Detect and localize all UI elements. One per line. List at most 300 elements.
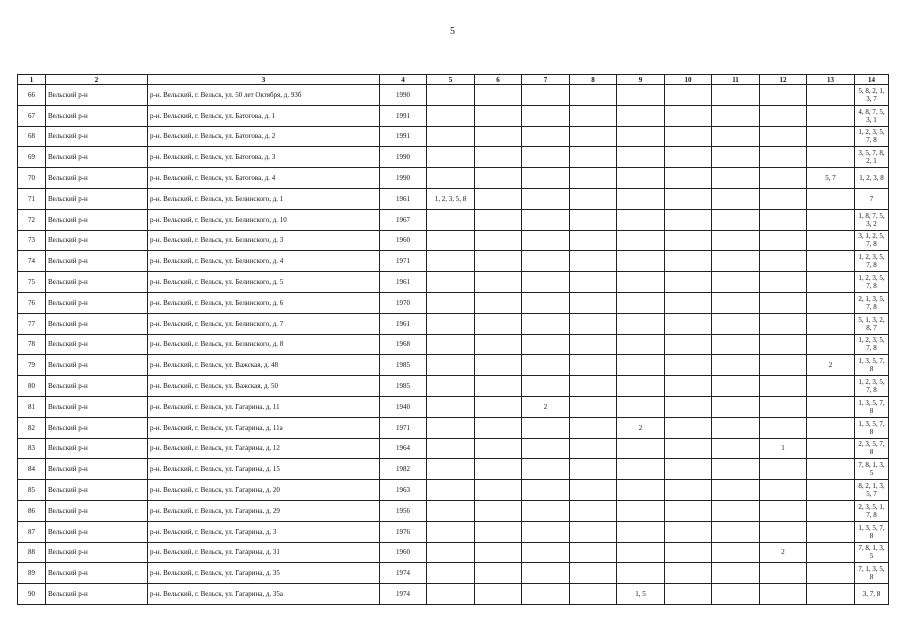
table-cell-col-12 <box>760 355 807 376</box>
table-cell-col-2: Вельский р-н <box>46 376 148 397</box>
table-cell-col-6 <box>475 272 522 293</box>
table-cell-col-2: Вельский р-н <box>46 480 148 501</box>
table-cell-col-5 <box>427 521 475 542</box>
table-cell-col-13 <box>807 251 855 272</box>
table-cell-col-14: 7, 8, 1, 3, 5 <box>855 459 889 480</box>
table-cell-col-1: 74 <box>18 251 46 272</box>
table-cell-col-13 <box>807 563 855 584</box>
table-cell-col-1: 80 <box>18 376 46 397</box>
table-cell-col-1: 87 <box>18 521 46 542</box>
table-cell-col-1: 89 <box>18 563 46 584</box>
table-cell-col-14: 3, 7, 8 <box>855 584 889 605</box>
table-cell-col-9 <box>617 105 665 126</box>
table-cell-col-8 <box>570 251 617 272</box>
table-cell-col-9: 2 <box>617 417 665 438</box>
table-cell-col-2: Вельский р-н <box>46 230 148 251</box>
table-cell-col-8 <box>570 147 617 168</box>
table-row <box>18 230 889 251</box>
table-cell-col-10 <box>665 209 712 230</box>
table-cell-col-11 <box>712 209 760 230</box>
table-cell-col-8 <box>570 542 617 563</box>
table-cell-col-2: Вельский р-н <box>46 313 148 334</box>
table-cell-col-14: 1, 2, 3, 5, 7, 8 <box>855 126 889 147</box>
table-cell-col-6 <box>475 459 522 480</box>
table-cell-col-10 <box>665 313 712 334</box>
table-cell-col-12 <box>760 272 807 293</box>
table-cell-col-10 <box>665 105 712 126</box>
table-cell-col-2: Вельский р-н <box>46 292 148 313</box>
table-cell-col-2: Вельский р-н <box>46 105 148 126</box>
table-cell-col-2: Вельский р-н <box>46 209 148 230</box>
table-cell-col-1: 73 <box>18 230 46 251</box>
table-cell-col-7 <box>522 459 570 480</box>
table-cell-col-3: р-н. Вельский, г. Вельск, ул. Белинского, д. 8 <box>148 334 380 355</box>
table-row <box>18 188 889 209</box>
table-cell-col-12 <box>760 147 807 168</box>
table-cell-col-4: 1964 <box>380 438 427 459</box>
table-row <box>18 396 889 417</box>
table-cell-col-7 <box>522 376 570 397</box>
table-cell-col-9 <box>617 438 665 459</box>
table-cell-col-5 <box>427 230 475 251</box>
table-cell-col-5 <box>427 334 475 355</box>
table-cell-col-9 <box>617 521 665 542</box>
table-cell-col-5 <box>427 459 475 480</box>
table-cell-col-11 <box>712 500 760 521</box>
table-cell-col-13 <box>807 376 855 397</box>
table-cell-col-11 <box>712 85 760 106</box>
table-row <box>18 584 889 605</box>
table-cell-col-6 <box>475 188 522 209</box>
table-cell-col-14: 7, 8, 1, 3, 5 <box>855 542 889 563</box>
table-cell-col-4: 1985 <box>380 355 427 376</box>
table-row <box>18 251 889 272</box>
table-cell-col-7 <box>522 438 570 459</box>
column-header-10: 10 <box>665 75 712 85</box>
table-cell-col-13 <box>807 147 855 168</box>
table-cell-col-1: 85 <box>18 480 46 501</box>
table-cell-col-7 <box>522 355 570 376</box>
table-cell-col-5 <box>427 417 475 438</box>
table-row <box>18 85 889 106</box>
table-cell-col-10 <box>665 500 712 521</box>
table-cell-col-7 <box>522 105 570 126</box>
table-cell-col-5 <box>427 209 475 230</box>
table-cell-col-6 <box>475 313 522 334</box>
column-header-1: 1 <box>18 75 46 85</box>
table-cell-col-11 <box>712 230 760 251</box>
table-cell-col-3: р-н. Вельский, г. Вельск, ул. 50 лет Октября, д. 93б <box>148 85 380 106</box>
table-cell-col-5 <box>427 500 475 521</box>
table-cell-col-4: 1990 <box>380 85 427 106</box>
table-cell-col-8 <box>570 272 617 293</box>
table-cell-col-8 <box>570 334 617 355</box>
table-cell-col-7 <box>522 272 570 293</box>
table-cell-col-11 <box>712 376 760 397</box>
table-cell-col-12 <box>760 480 807 501</box>
column-header-9: 9 <box>617 75 665 85</box>
table-cell-col-14: 2, 1, 3, 5, 7, 8 <box>855 292 889 313</box>
table-row <box>18 417 889 438</box>
table-cell-col-3: р-н. Вельский, г. Вельск, ул. Батогова, д. 2 <box>148 126 380 147</box>
table-cell-col-9 <box>617 313 665 334</box>
table-cell-col-4: 1963 <box>380 480 427 501</box>
table-cell-col-6 <box>475 292 522 313</box>
table-cell-col-5 <box>427 396 475 417</box>
table-cell-col-6 <box>475 105 522 126</box>
table-cell-col-6 <box>475 376 522 397</box>
table-cell-col-6 <box>475 417 522 438</box>
table-cell-col-14: 1, 2, 3, 5, 7, 8 <box>855 376 889 397</box>
table-cell-col-1: 82 <box>18 417 46 438</box>
register-table <box>17 74 889 605</box>
table-cell-col-1: 70 <box>18 168 46 189</box>
table-cell-col-11 <box>712 438 760 459</box>
table-cell-col-8 <box>570 230 617 251</box>
table-row <box>18 105 889 126</box>
table-cell-col-3: р-н. Вельский, г. Вельск, ул. Батогова, д. 3 <box>148 147 380 168</box>
table-cell-col-3: р-н. Вельский, г. Вельск, ул. Важская, д. 50 <box>148 376 380 397</box>
table-cell-col-2: Вельский р-н <box>46 521 148 542</box>
table-cell-col-2: Вельский р-н <box>46 168 148 189</box>
table-cell-col-12 <box>760 251 807 272</box>
table-cell-col-5 <box>427 272 475 293</box>
table-cell-col-3: р-н. Вельский, г. Вельск, ул. Гагарина, д. 12 <box>148 438 380 459</box>
table-cell-col-11 <box>712 396 760 417</box>
table-cell-col-1: 67 <box>18 105 46 126</box>
table-cell-col-7 <box>522 563 570 584</box>
table-cell-col-9 <box>617 230 665 251</box>
table-cell-col-14: 5, 1, 3, 2, 8, 7 <box>855 313 889 334</box>
table-cell-col-12 <box>760 584 807 605</box>
table-cell-col-10 <box>665 417 712 438</box>
table-cell-col-14: 8, 2, 1, 3, 5, 7 <box>855 480 889 501</box>
table-cell-col-4: 1974 <box>380 563 427 584</box>
table-cell-col-13 <box>807 313 855 334</box>
table-cell-col-8 <box>570 480 617 501</box>
table-cell-col-7 <box>522 292 570 313</box>
table-cell-col-10 <box>665 584 712 605</box>
table-cell-col-7 <box>522 480 570 501</box>
table-cell-col-5 <box>427 438 475 459</box>
table-cell-col-5: 1, 2, 3, 5, 8 <box>427 188 475 209</box>
table-cell-col-14: 4, 8, 7, 5, 3, 1 <box>855 105 889 126</box>
table-cell-col-2: Вельский р-н <box>46 584 148 605</box>
table-cell-col-14: 1, 2, 3, 5, 7, 8 <box>855 272 889 293</box>
table-row <box>18 147 889 168</box>
table-cell-col-4: 1940 <box>380 396 427 417</box>
table-cell-col-3: р-н. Вельский, г. Вельск, ул. Белинского, д. 1 <box>148 188 380 209</box>
table-cell-col-9 <box>617 396 665 417</box>
table-cell-col-10 <box>665 480 712 501</box>
table-cell-col-9 <box>617 542 665 563</box>
table-cell-col-6 <box>475 584 522 605</box>
table-cell-col-10 <box>665 147 712 168</box>
table-cell-col-2: Вельский р-н <box>46 147 148 168</box>
table-cell-col-1: 69 <box>18 147 46 168</box>
table-cell-col-2: Вельский р-н <box>46 500 148 521</box>
table-cell-col-10 <box>665 292 712 313</box>
table-cell-col-10 <box>665 459 712 480</box>
table-cell-col-9 <box>617 126 665 147</box>
table-row <box>18 334 889 355</box>
table-cell-col-11 <box>712 459 760 480</box>
column-header-8: 8 <box>570 75 617 85</box>
table-cell-col-4: 1956 <box>380 500 427 521</box>
table-cell-col-3: р-н. Вельский, г. Вельск, ул. Гагарина, д. 35а <box>148 584 380 605</box>
table-cell-col-10 <box>665 521 712 542</box>
table-cell-col-13 <box>807 292 855 313</box>
table-row <box>18 438 889 459</box>
table-cell-col-11 <box>712 584 760 605</box>
table-cell-col-3: р-н. Вельский, г. Вельск, ул. Белинского, д. 10 <box>148 209 380 230</box>
table-cell-col-11 <box>712 313 760 334</box>
table-row <box>18 292 889 313</box>
table-cell-col-13 <box>807 584 855 605</box>
table-cell-col-4: 1968 <box>380 334 427 355</box>
table-cell-col-11 <box>712 521 760 542</box>
table-cell-col-6 <box>475 168 522 189</box>
table-cell-col-7 <box>522 209 570 230</box>
column-header-13: 13 <box>807 75 855 85</box>
table-cell-col-3: р-н. Вельский, г. Вельск, ул. Гагарина, д. 29 <box>148 500 380 521</box>
table-cell-col-12: 1 <box>760 438 807 459</box>
table-cell-col-10 <box>665 272 712 293</box>
table-row <box>18 500 889 521</box>
table-cell-col-5 <box>427 147 475 168</box>
table-cell-col-5 <box>427 355 475 376</box>
table-cell-col-8 <box>570 292 617 313</box>
table-cell-col-12 <box>760 313 807 334</box>
table-cell-col-4: 1970 <box>380 292 427 313</box>
table-cell-col-10 <box>665 230 712 251</box>
table-row <box>18 209 889 230</box>
table-cell-col-5 <box>427 542 475 563</box>
table-cell-col-13 <box>807 209 855 230</box>
table-cell-col-10 <box>665 542 712 563</box>
table-cell-col-5 <box>427 584 475 605</box>
table-cell-col-6 <box>475 521 522 542</box>
table-cell-col-1: 72 <box>18 209 46 230</box>
table-cell-col-2: Вельский р-н <box>46 126 148 147</box>
table-cell-col-7 <box>522 230 570 251</box>
table-cell-col-2: Вельский р-н <box>46 438 148 459</box>
table-cell-col-12 <box>760 105 807 126</box>
table-cell-col-6 <box>475 334 522 355</box>
table-cell-col-9 <box>617 355 665 376</box>
table-cell-col-6 <box>475 209 522 230</box>
table-cell-col-3: р-н. Вельский, г. Вельск, ул. Белинского, д. 7 <box>148 313 380 334</box>
table-row <box>18 480 889 501</box>
table-cell-col-13 <box>807 459 855 480</box>
table-cell-col-11 <box>712 334 760 355</box>
table-cell-col-14: 3, 5, 7, 8, 2, 1 <box>855 147 889 168</box>
table-row <box>18 355 889 376</box>
table-cell-col-7 <box>522 147 570 168</box>
table-cell-col-5 <box>427 480 475 501</box>
table-cell-col-8 <box>570 85 617 106</box>
table-cell-col-1: 79 <box>18 355 46 376</box>
table-cell-col-13 <box>807 521 855 542</box>
table-cell-col-13 <box>807 480 855 501</box>
table-cell-col-7 <box>522 313 570 334</box>
table-cell-col-1: 90 <box>18 584 46 605</box>
column-header-5: 5 <box>427 75 475 85</box>
table-cell-col-3: р-н. Вельский, г. Вельск, ул. Гагарина, д. 15 <box>148 459 380 480</box>
table-cell-col-9 <box>617 459 665 480</box>
table-cell-col-7 <box>522 188 570 209</box>
table-cell-col-4: 1961 <box>380 188 427 209</box>
table-row <box>18 168 889 189</box>
table-cell-col-13 <box>807 85 855 106</box>
table-cell-col-3: р-н. Вельский, г. Вельск, ул. Гагарина, д. 11а <box>148 417 380 438</box>
table-cell-col-6 <box>475 480 522 501</box>
table-cell-col-9 <box>617 334 665 355</box>
table-cell-col-8 <box>570 209 617 230</box>
table-cell-col-4: 1971 <box>380 417 427 438</box>
table-cell-col-9 <box>617 85 665 106</box>
table-cell-col-10 <box>665 126 712 147</box>
table-cell-col-13 <box>807 438 855 459</box>
table-cell-col-6 <box>475 500 522 521</box>
table-row <box>18 542 889 563</box>
table-cell-col-3: р-н. Вельский, г. Вельск, ул. Гагарина, д. 3 <box>148 521 380 542</box>
table-cell-col-7 <box>522 500 570 521</box>
column-header-4: 4 <box>380 75 427 85</box>
table-cell-col-2: Вельский р-н <box>46 85 148 106</box>
table-cell-col-13 <box>807 126 855 147</box>
table-cell-col-6 <box>475 126 522 147</box>
table-cell-col-1: 68 <box>18 126 46 147</box>
table-cell-col-7 <box>522 584 570 605</box>
table-cell-col-8 <box>570 313 617 334</box>
table-cell-col-13 <box>807 500 855 521</box>
table-cell-col-7 <box>522 521 570 542</box>
table-cell-col-2: Вельский р-н <box>46 355 148 376</box>
table-cell-col-12 <box>760 500 807 521</box>
table-cell-col-14: 1, 3, 5, 7, 8 <box>855 417 889 438</box>
table-cell-col-5 <box>427 251 475 272</box>
table-cell-col-11 <box>712 272 760 293</box>
table-cell-col-7: 2 <box>522 396 570 417</box>
table-cell-col-4: 1971 <box>380 251 427 272</box>
table-cell-col-7 <box>522 85 570 106</box>
table-cell-col-10 <box>665 396 712 417</box>
table-cell-col-3: р-н. Вельский, г. Вельск, ул. Гагарина, д. 35 <box>148 563 380 584</box>
table-cell-col-14: 1, 2, 3, 5, 7, 8 <box>855 334 889 355</box>
table-cell-col-1: 76 <box>18 292 46 313</box>
table-cell-col-8 <box>570 188 617 209</box>
table-cell-col-12 <box>760 334 807 355</box>
table-cell-col-12: 2 <box>760 542 807 563</box>
table-cell-col-14: 1, 2, 3, 5, 7, 8 <box>855 251 889 272</box>
table-cell-col-2: Вельский р-н <box>46 334 148 355</box>
table-cell-col-2: Вельский р-н <box>46 459 148 480</box>
table-cell-col-9 <box>617 563 665 584</box>
table-cell-col-2: Вельский р-н <box>46 563 148 584</box>
table-cell-col-14: 5, 8, 2, 1, 3, 7 <box>855 85 889 106</box>
table-cell-col-9 <box>617 376 665 397</box>
table-cell-col-10 <box>665 376 712 397</box>
table-cell-col-14: 2, 3, 5, 7, 8 <box>855 438 889 459</box>
table-cell-col-3: р-н. Вельский, г. Вельск, ул. Белинского, д. 3 <box>148 230 380 251</box>
table-cell-col-10 <box>665 355 712 376</box>
table-cell-col-2: Вельский р-н <box>46 396 148 417</box>
table-row <box>18 521 889 542</box>
table-cell-col-5 <box>427 292 475 313</box>
table-cell-col-12 <box>760 85 807 106</box>
table-cell-col-4: 1990 <box>380 147 427 168</box>
table-cell-col-8 <box>570 563 617 584</box>
table-cell-col-6 <box>475 230 522 251</box>
table-cell-col-12 <box>760 168 807 189</box>
table-cell-col-10 <box>665 438 712 459</box>
table-cell-col-5 <box>427 85 475 106</box>
table-cell-col-12 <box>760 230 807 251</box>
table-cell-col-4: 1991 <box>380 105 427 126</box>
column-header-11: 11 <box>712 75 760 85</box>
table-cell-col-4: 1967 <box>380 209 427 230</box>
table-cell-col-3: р-н. Вельский, г. Вельск, ул. Белинского, д. 6 <box>148 292 380 313</box>
table-cell-col-2: Вельский р-н <box>46 417 148 438</box>
table-cell-col-14: 3, 1, 2, 5, 7, 8 <box>855 230 889 251</box>
table-cell-col-14: 1, 3, 5, 7, 8 <box>855 396 889 417</box>
page-number: 5 <box>450 26 455 37</box>
table-cell-col-14: 7, 1, 3, 5, 8 <box>855 563 889 584</box>
table-cell-col-14: 1, 2, 3, 8 <box>855 168 889 189</box>
table-cell-col-6 <box>475 438 522 459</box>
table-cell-col-3: р-н. Вельский, г. Вельск, ул. Гагарина, д. 20 <box>148 480 380 501</box>
table-row <box>18 563 889 584</box>
table-cell-col-13 <box>807 105 855 126</box>
table-cell-col-1: 86 <box>18 500 46 521</box>
table-cell-col-7 <box>522 126 570 147</box>
table-cell-col-7 <box>522 251 570 272</box>
table-cell-col-2: Вельский р-н <box>46 542 148 563</box>
table-cell-col-4: 1960 <box>380 230 427 251</box>
table-cell-col-9 <box>617 272 665 293</box>
table-row <box>18 126 889 147</box>
table-cell-col-8 <box>570 376 617 397</box>
table-cell-col-13: 5, 7 <box>807 168 855 189</box>
table-cell-col-9: 1, 5 <box>617 584 665 605</box>
table-cell-col-2: Вельский р-н <box>46 251 148 272</box>
table-body <box>18 85 889 605</box>
table-row <box>18 376 889 397</box>
table-cell-col-4: 1985 <box>380 376 427 397</box>
table-cell-col-5 <box>427 168 475 189</box>
table-row <box>18 272 889 293</box>
table-cell-col-8 <box>570 500 617 521</box>
table-cell-col-1: 66 <box>18 85 46 106</box>
table-cell-col-11 <box>712 147 760 168</box>
table-cell-col-12 <box>760 396 807 417</box>
column-header-3: 3 <box>148 75 380 85</box>
table-cell-col-11 <box>712 480 760 501</box>
table-cell-col-11 <box>712 563 760 584</box>
table-cell-col-5 <box>427 105 475 126</box>
table-cell-col-4: 1960 <box>380 542 427 563</box>
table-cell-col-12 <box>760 376 807 397</box>
table-cell-col-12 <box>760 126 807 147</box>
table-cell-col-5 <box>427 563 475 584</box>
table-cell-col-11 <box>712 105 760 126</box>
table-cell-col-11 <box>712 168 760 189</box>
table-cell-col-10 <box>665 85 712 106</box>
table-cell-col-9 <box>617 168 665 189</box>
table-cell-col-10 <box>665 168 712 189</box>
table-cell-col-1: 78 <box>18 334 46 355</box>
